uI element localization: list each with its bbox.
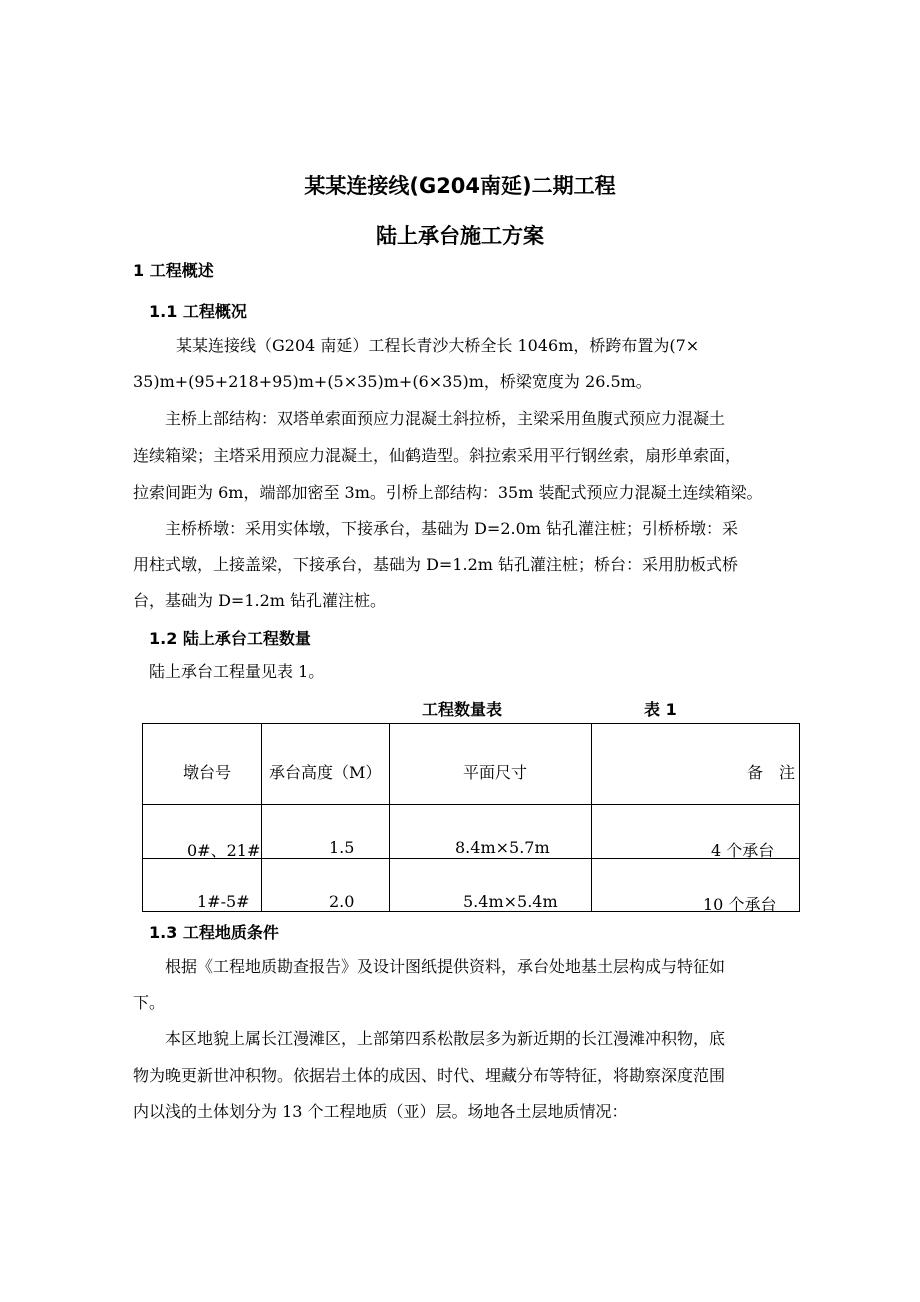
table-cell: 2.0 — [329, 892, 355, 911]
paragraph-line: 根据《工程地质勘查报告》及设计图纸提供资料，承台处地基土层构成与特征如 — [165, 957, 726, 976]
table-header-cell: 墩台号 — [183, 763, 232, 782]
paragraph-line: 用柱式墩，上接盖梁，下接承台，基础为 D=1.2m 钻孔灌注桩；桥台：采用肋板式桥 — [133, 555, 739, 574]
paragraph-line: 内以浅的土体划分为 13 个工程地质（亚）层。场地各土层地质情况： — [133, 1102, 628, 1121]
paragraph-line: 陆上承台工程量见表 1。 — [149, 662, 325, 681]
table-cell: 4 个承台 — [711, 841, 775, 860]
paragraph-line: 主桥桥墩：采用实体墩，下接承台，基础为 D=2.0m 钻孔灌注桩；引桥桥墩：采 — [165, 519, 739, 538]
doc-title: 某某连接线(G204南延)二期工程 — [304, 174, 616, 198]
paragraph-line: 主桥上部结构：双塔单索面预应力混凝土斜拉桥，主梁采用鱼腹式预应力混凝土 — [165, 409, 726, 428]
table-cell: 0#、21# — [187, 841, 261, 860]
table-header-cell: 备 注 — [747, 763, 796, 782]
section-1-1-heading: 1.1 工程概况 — [149, 302, 247, 321]
paragraph-line: 拉索间距为 6m，端部加密至 3m。引桥上部结构：35m 装配式预应力混凝土连续箱梁。 — [133, 483, 763, 502]
table-number: 表 1 — [644, 700, 677, 719]
paragraph-line: 35)m+(95+218+95)m+(5×35)m+(6×35)m，桥梁宽度为 26.5m。 — [133, 372, 652, 391]
table-cell: 8.4m×5.7m — [455, 838, 550, 857]
paragraph-line: 连续箱梁；主塔采用预应力混凝土，仙鹤造型。斜拉索采用平行钢丝索，扇形单索面， — [133, 446, 742, 465]
doc-subtitle: 陆上承台施工方案 — [376, 224, 544, 248]
section-1-2-heading: 1.2 陆上承台工程数量 — [149, 629, 311, 648]
paragraph-line: 物为晚更新世冲积物。依据岩土体的成因、时代、埋藏分布等特征，将勘察深度范围 — [133, 1066, 726, 1085]
table-cell: 1.5 — [329, 838, 355, 857]
quantity-table — [142, 723, 800, 912]
table-cell: 10 个承台 — [703, 895, 777, 914]
section-1-heading: 1 工程概述 — [133, 261, 214, 280]
table-cell: 1#-5# — [197, 892, 250, 911]
paragraph-line: 本区地貌上属长江漫滩区，上部第四系松散层多为新近期的长江漫滩冲积物，底 — [165, 1029, 726, 1048]
paragraph-line: 台，基础为 D=1.2m 钻孔灌注桩。 — [133, 591, 387, 610]
table-header-cell: 平面尺寸 — [463, 763, 528, 782]
paragraph-line: 某某连接线（G204 南延）工程长青沙大桥全长 1046m，桥跨布置为(7× — [176, 336, 700, 355]
table-caption: 工程数量表 — [422, 700, 503, 719]
section-1-3-heading: 1.3 工程地质条件 — [149, 923, 279, 942]
table-header-cell: 承台高度（M） — [269, 763, 382, 782]
table-cell: 5.4m×5.4m — [463, 892, 558, 911]
paragraph-line: 下。 — [133, 993, 166, 1012]
